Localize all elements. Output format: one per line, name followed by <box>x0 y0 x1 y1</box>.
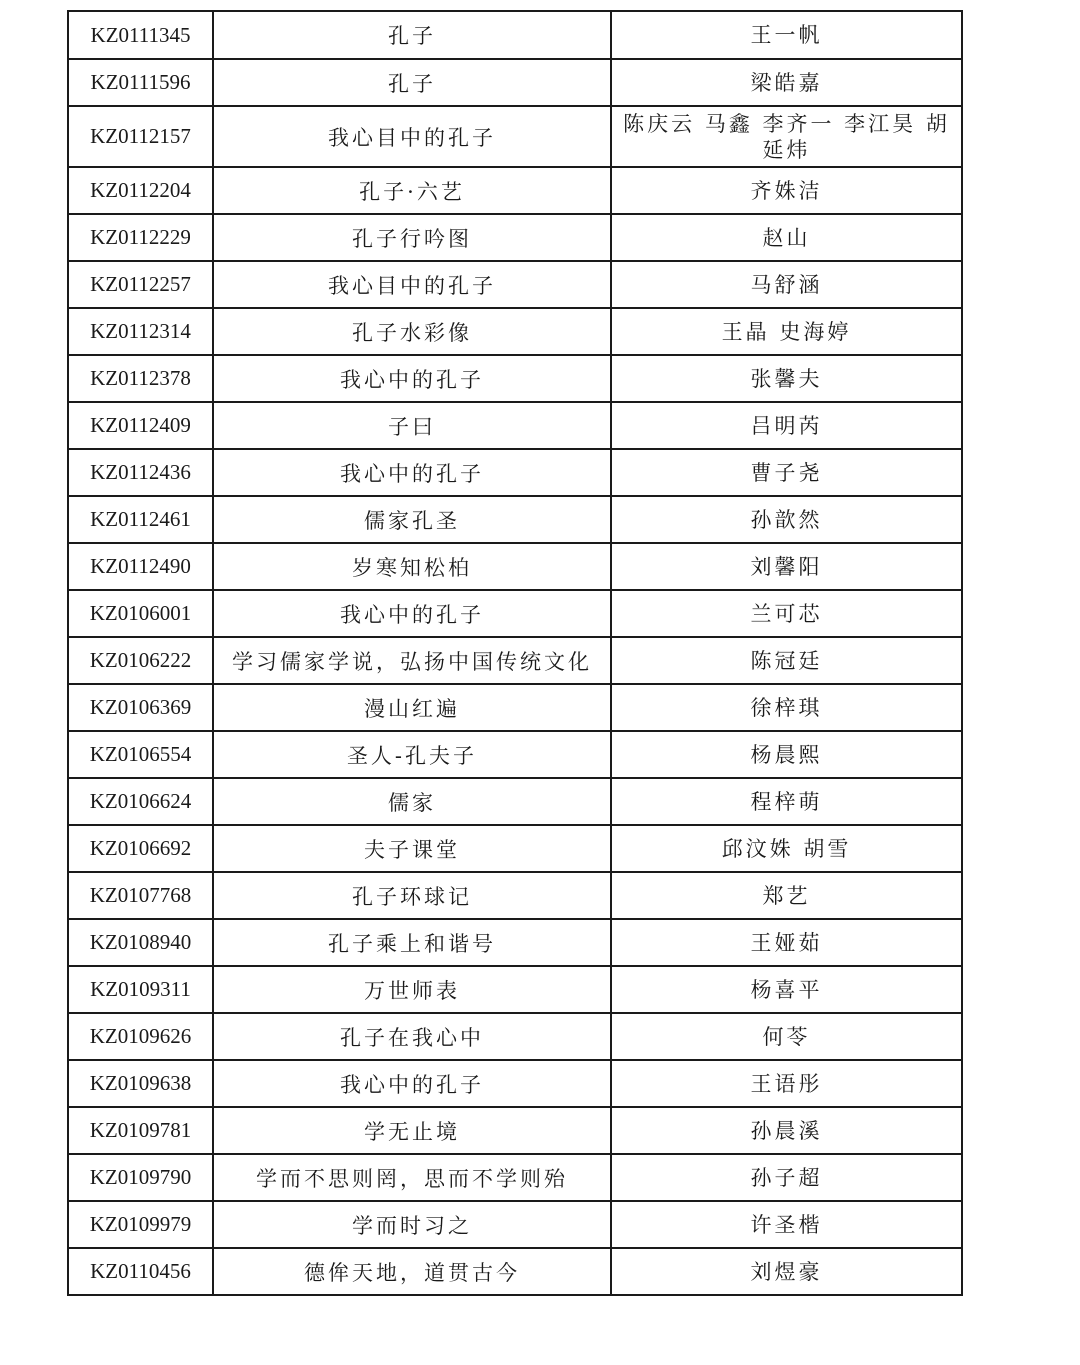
entry-author-cell: 马舒涵 <box>611 261 961 308</box>
entry-id-cell: KZ0106624 <box>69 778 213 825</box>
entry-id-cell: KZ0107768 <box>69 872 213 919</box>
entry-author-cell: 吕明芮 <box>611 402 961 449</box>
table-row <box>69 1154 961 1201</box>
entry-id-cell: KZ0106001 <box>69 590 213 637</box>
entries-table <box>67 10 963 1296</box>
table-row <box>69 355 961 402</box>
entry-author-cell: 杨喜平 <box>611 966 961 1013</box>
table-row <box>69 825 961 872</box>
entry-id-cell: KZ0111596 <box>69 59 213 106</box>
table-row <box>69 214 961 261</box>
entry-author-cell: 齐姝洁 <box>611 167 961 214</box>
table-row <box>69 1107 961 1154</box>
table-row <box>69 496 961 543</box>
entry-author-cell: 王娅茹 <box>611 919 961 966</box>
entry-title-cell: 我心中的孔子 <box>213 449 611 496</box>
entry-id-cell: KZ0106222 <box>69 637 213 684</box>
entry-id-cell: KZ0112436 <box>69 449 213 496</box>
entry-title-cell: 孔子环球记 <box>213 872 611 919</box>
entry-author-cell: 王语彤 <box>611 1060 961 1107</box>
entry-id-cell: KZ0109979 <box>69 1201 213 1248</box>
entry-id-cell: KZ0109790 <box>69 1154 213 1201</box>
entry-author-cell: 杨晨熙 <box>611 731 961 778</box>
table-row <box>69 261 961 308</box>
entry-id-cell: KZ0109638 <box>69 1060 213 1107</box>
table-row <box>69 106 961 167</box>
entry-author-cell: 刘馨阳 <box>611 543 961 590</box>
table-row <box>69 308 961 355</box>
entry-author-cell: 邱汶姝 胡雪 <box>611 825 961 872</box>
entry-author-cell: 陈冠廷 <box>611 637 961 684</box>
entry-id-cell: KZ0112378 <box>69 355 213 402</box>
table-row <box>69 59 961 106</box>
table-row <box>69 731 961 778</box>
entry-id-cell: KZ0106692 <box>69 825 213 872</box>
entry-author-cell: 程梓萌 <box>611 778 961 825</box>
entry-title-cell: 我心中的孔子 <box>213 1060 611 1107</box>
entry-title-cell: 儒家孔圣 <box>213 496 611 543</box>
entry-title-cell: 学而时习之 <box>213 1201 611 1248</box>
entry-title-cell: 圣人-孔夫子 <box>213 731 611 778</box>
entry-title-cell: 漫山红遍 <box>213 684 611 731</box>
entry-title-cell: 我心目中的孔子 <box>213 261 611 308</box>
entry-author-cell: 赵山 <box>611 214 961 261</box>
table-row <box>69 543 961 590</box>
entry-id-cell: KZ0112461 <box>69 496 213 543</box>
entry-author-cell: 曹子尧 <box>611 449 961 496</box>
entry-title-cell: 我心中的孔子 <box>213 590 611 637</box>
entry-author-cell: 许圣楷 <box>611 1201 961 1248</box>
entry-author-cell: 何苓 <box>611 1013 961 1060</box>
entry-title-cell: 德侔天地，道贯古今 <box>213 1248 611 1295</box>
entry-id-cell: KZ0106369 <box>69 684 213 731</box>
table-row <box>69 1201 961 1248</box>
entry-id-cell: KZ0112490 <box>69 543 213 590</box>
entry-title-cell: 孔子行吟图 <box>213 214 611 261</box>
entry-title-cell: 岁寒知松柏 <box>213 543 611 590</box>
table-body <box>69 12 961 1295</box>
entry-title-cell: 孔子 <box>213 12 611 59</box>
entry-title-cell: 子曰 <box>213 402 611 449</box>
entry-author-cell: 徐梓琪 <box>611 684 961 731</box>
entry-title-cell: 我心中的孔子 <box>213 355 611 402</box>
table-row <box>69 637 961 684</box>
entry-author-cell: 郑艺 <box>611 872 961 919</box>
table-row <box>69 872 961 919</box>
entry-author-cell: 张馨夫 <box>611 355 961 402</box>
table-row <box>69 590 961 637</box>
entry-author-cell: 王晶 史海婷 <box>611 308 961 355</box>
table-row <box>69 1248 961 1295</box>
table-row <box>69 919 961 966</box>
entry-id-cell: KZ0109626 <box>69 1013 213 1060</box>
entry-title-cell: 孔子在我心中 <box>213 1013 611 1060</box>
entry-author-cell: 陈庆云 马鑫 李齐一 李江昊 胡延炜 <box>611 106 961 167</box>
table-row <box>69 12 961 59</box>
entry-title-cell: 学习儒家学说，弘扬中国传统文化 <box>213 637 611 684</box>
entry-id-cell: KZ0106554 <box>69 731 213 778</box>
entry-title-cell: 我心目中的孔子 <box>213 106 611 167</box>
entry-id-cell: KZ0111345 <box>69 12 213 59</box>
entry-title-cell: 万世师表 <box>213 966 611 1013</box>
entry-title-cell: 夫子课堂 <box>213 825 611 872</box>
entry-id-cell: KZ0112257 <box>69 261 213 308</box>
table-row <box>69 966 961 1013</box>
entry-title-cell: 学而不思则罔，思而不学则殆 <box>213 1154 611 1201</box>
entry-id-cell: KZ0112204 <box>69 167 213 214</box>
entry-id-cell: KZ0112314 <box>69 308 213 355</box>
table-row <box>69 1013 961 1060</box>
entry-id-cell: KZ0112157 <box>69 106 213 167</box>
table-row <box>69 684 961 731</box>
entry-author-cell: 刘煜豪 <box>611 1248 961 1295</box>
entry-title-cell: 儒家 <box>213 778 611 825</box>
entry-title-cell: 孔子 <box>213 59 611 106</box>
table-row <box>69 1060 961 1107</box>
table-row <box>69 778 961 825</box>
entry-title-cell: 孔子乘上和谐号 <box>213 919 611 966</box>
entry-title-cell: 学无止境 <box>213 1107 611 1154</box>
entry-id-cell: KZ0108940 <box>69 919 213 966</box>
table-row <box>69 449 961 496</box>
entry-title-cell: 孔子水彩像 <box>213 308 611 355</box>
entry-author-cell: 王一帆 <box>611 12 961 59</box>
entry-id-cell: KZ0110456 <box>69 1248 213 1295</box>
entry-id-cell: KZ0109311 <box>69 966 213 1013</box>
entry-author-cell: 梁皓嘉 <box>611 59 961 106</box>
entry-author-cell: 孙晨溪 <box>611 1107 961 1154</box>
entry-author-cell: 兰可芯 <box>611 590 961 637</box>
entry-id-cell: KZ0112229 <box>69 214 213 261</box>
table-row <box>69 402 961 449</box>
entry-title-cell: 孔子·六艺 <box>213 167 611 214</box>
entry-id-cell: KZ0109781 <box>69 1107 213 1154</box>
entry-author-cell: 孙歆然 <box>611 496 961 543</box>
table-row <box>69 167 961 214</box>
entry-author-cell: 孙子超 <box>611 1154 961 1201</box>
entry-id-cell: KZ0112409 <box>69 402 213 449</box>
